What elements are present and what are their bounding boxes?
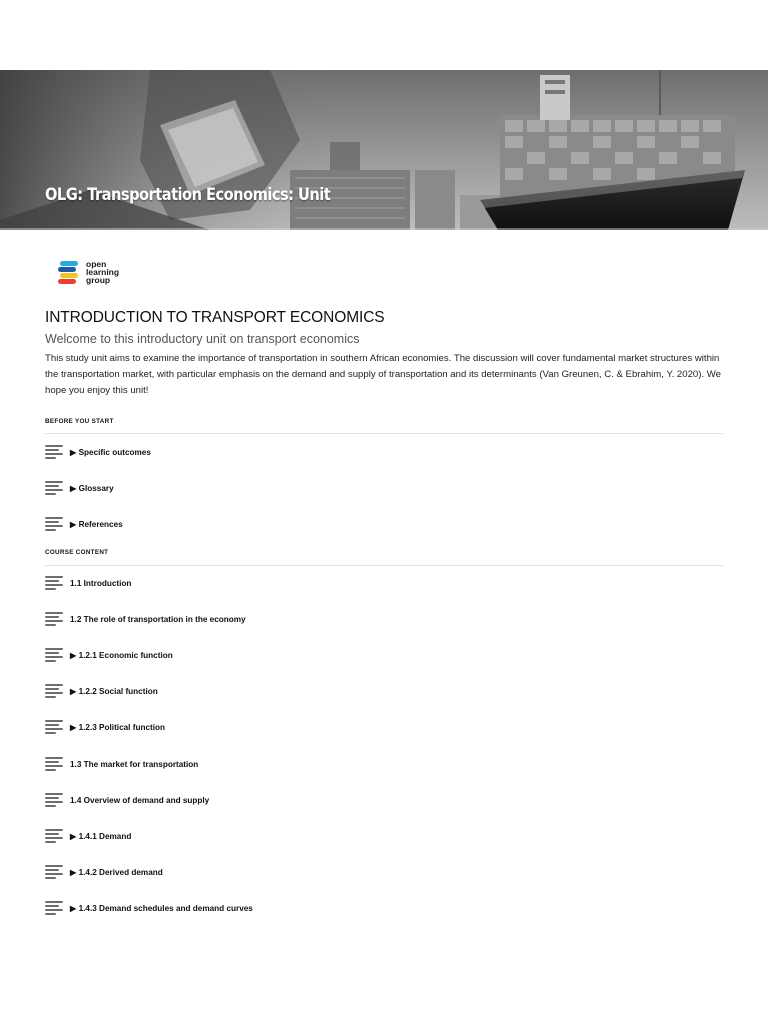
list-item-glossary[interactable] [45,478,114,498]
list-item-label: ▶ 1.4.3 Demand schedules and demand curves [70,904,253,913]
section-header-before-you-start: BEFORE YOU START [45,418,114,425]
lines-icon [45,611,65,627]
list-item-label: 1.4 Overview of demand and supply [70,795,210,805]
logo-text-group: group [86,275,111,285]
lines-icon [45,756,65,772]
list-item-label: ▶ 1.2.3 Political function [70,723,166,732]
lines-icon [45,900,65,916]
lines-icon [45,516,65,532]
lines-icon [45,719,65,735]
lines-icon [45,444,65,460]
banner-image [0,70,768,230]
logo-text-open: open [86,259,107,269]
list-item-1-4-1-demand[interactable] [45,826,131,846]
list-item-1-4-3-demand-schedules[interactable] [45,898,253,918]
lines-icon [45,864,65,880]
unit-title: INTRODUCTION TO TRANSPORT ECONOMICS [45,309,385,326]
list-item-1-4-overview-demand-supply[interactable] [45,790,209,810]
list-item-1-4-2-derived-demand[interactable] [45,862,163,882]
list-item-1-2-3-political-function[interactable] [45,717,165,737]
unit-subtitle: Welcome to this introductory unit on transport economics [45,332,360,346]
list-item-label: ▶ 1.4.1 Demand [70,832,132,841]
logo-text-learning: learning [86,267,120,277]
lines-icon [45,575,65,591]
section-divider [45,565,723,566]
list-item-1-3-market-for-transportation[interactable] [45,754,198,774]
list-item-label: 1.2 The role of transportation in the economy [70,614,246,624]
lines-icon [45,480,65,496]
list-item-1-1-introduction[interactable] [45,573,131,593]
list-item-label: ▶ 1.2.1 Economic function [70,651,173,660]
section-divider [45,433,723,434]
list-item-references[interactable] [45,514,123,534]
logo-mark-icon [58,259,80,285]
list-item-specific-outcomes[interactable] [45,442,151,462]
list-item-label: ▶ 1.2.2 Social function [70,687,158,696]
list-item-label: ▶ Glossary [70,484,114,493]
list-item-label: ▶ Specific outcomes [70,448,151,457]
lines-icon [45,683,65,699]
list-item-1-2-1-economic-function[interactable] [45,645,173,665]
lines-icon [45,792,65,808]
list-item-1-2-2-social-function[interactable] [45,681,158,701]
unit-introduction: This study unit aims to examine the importance of transportation in southern African economies. The discussion will cover fundamental market structures within the transportation market, with particular emphasis on the demand and supply of transportation and its determinants (Van Greunen, C. & Ebrahim, Y. 2020). We hope you enjoy this unit! [45,353,722,396]
lines-icon [45,647,65,663]
lines-icon [45,828,65,844]
list-item-label: ▶ References [70,520,123,529]
list-item-label: ▶ 1.4.2 Derived demand [70,868,163,877]
course-title: OLG: Transportation Economics: Unit [45,185,331,205]
header-banner [0,70,768,230]
open-learning-group-logo [58,257,119,287]
list-item-label: 1.3 The market for transportation [70,759,199,769]
section-header-course-content: COURSE CONTENT [45,549,109,556]
list-item-1-2-role-of-transportation[interactable] [45,609,246,629]
list-item-label: 1.1 Introduction [70,578,132,588]
